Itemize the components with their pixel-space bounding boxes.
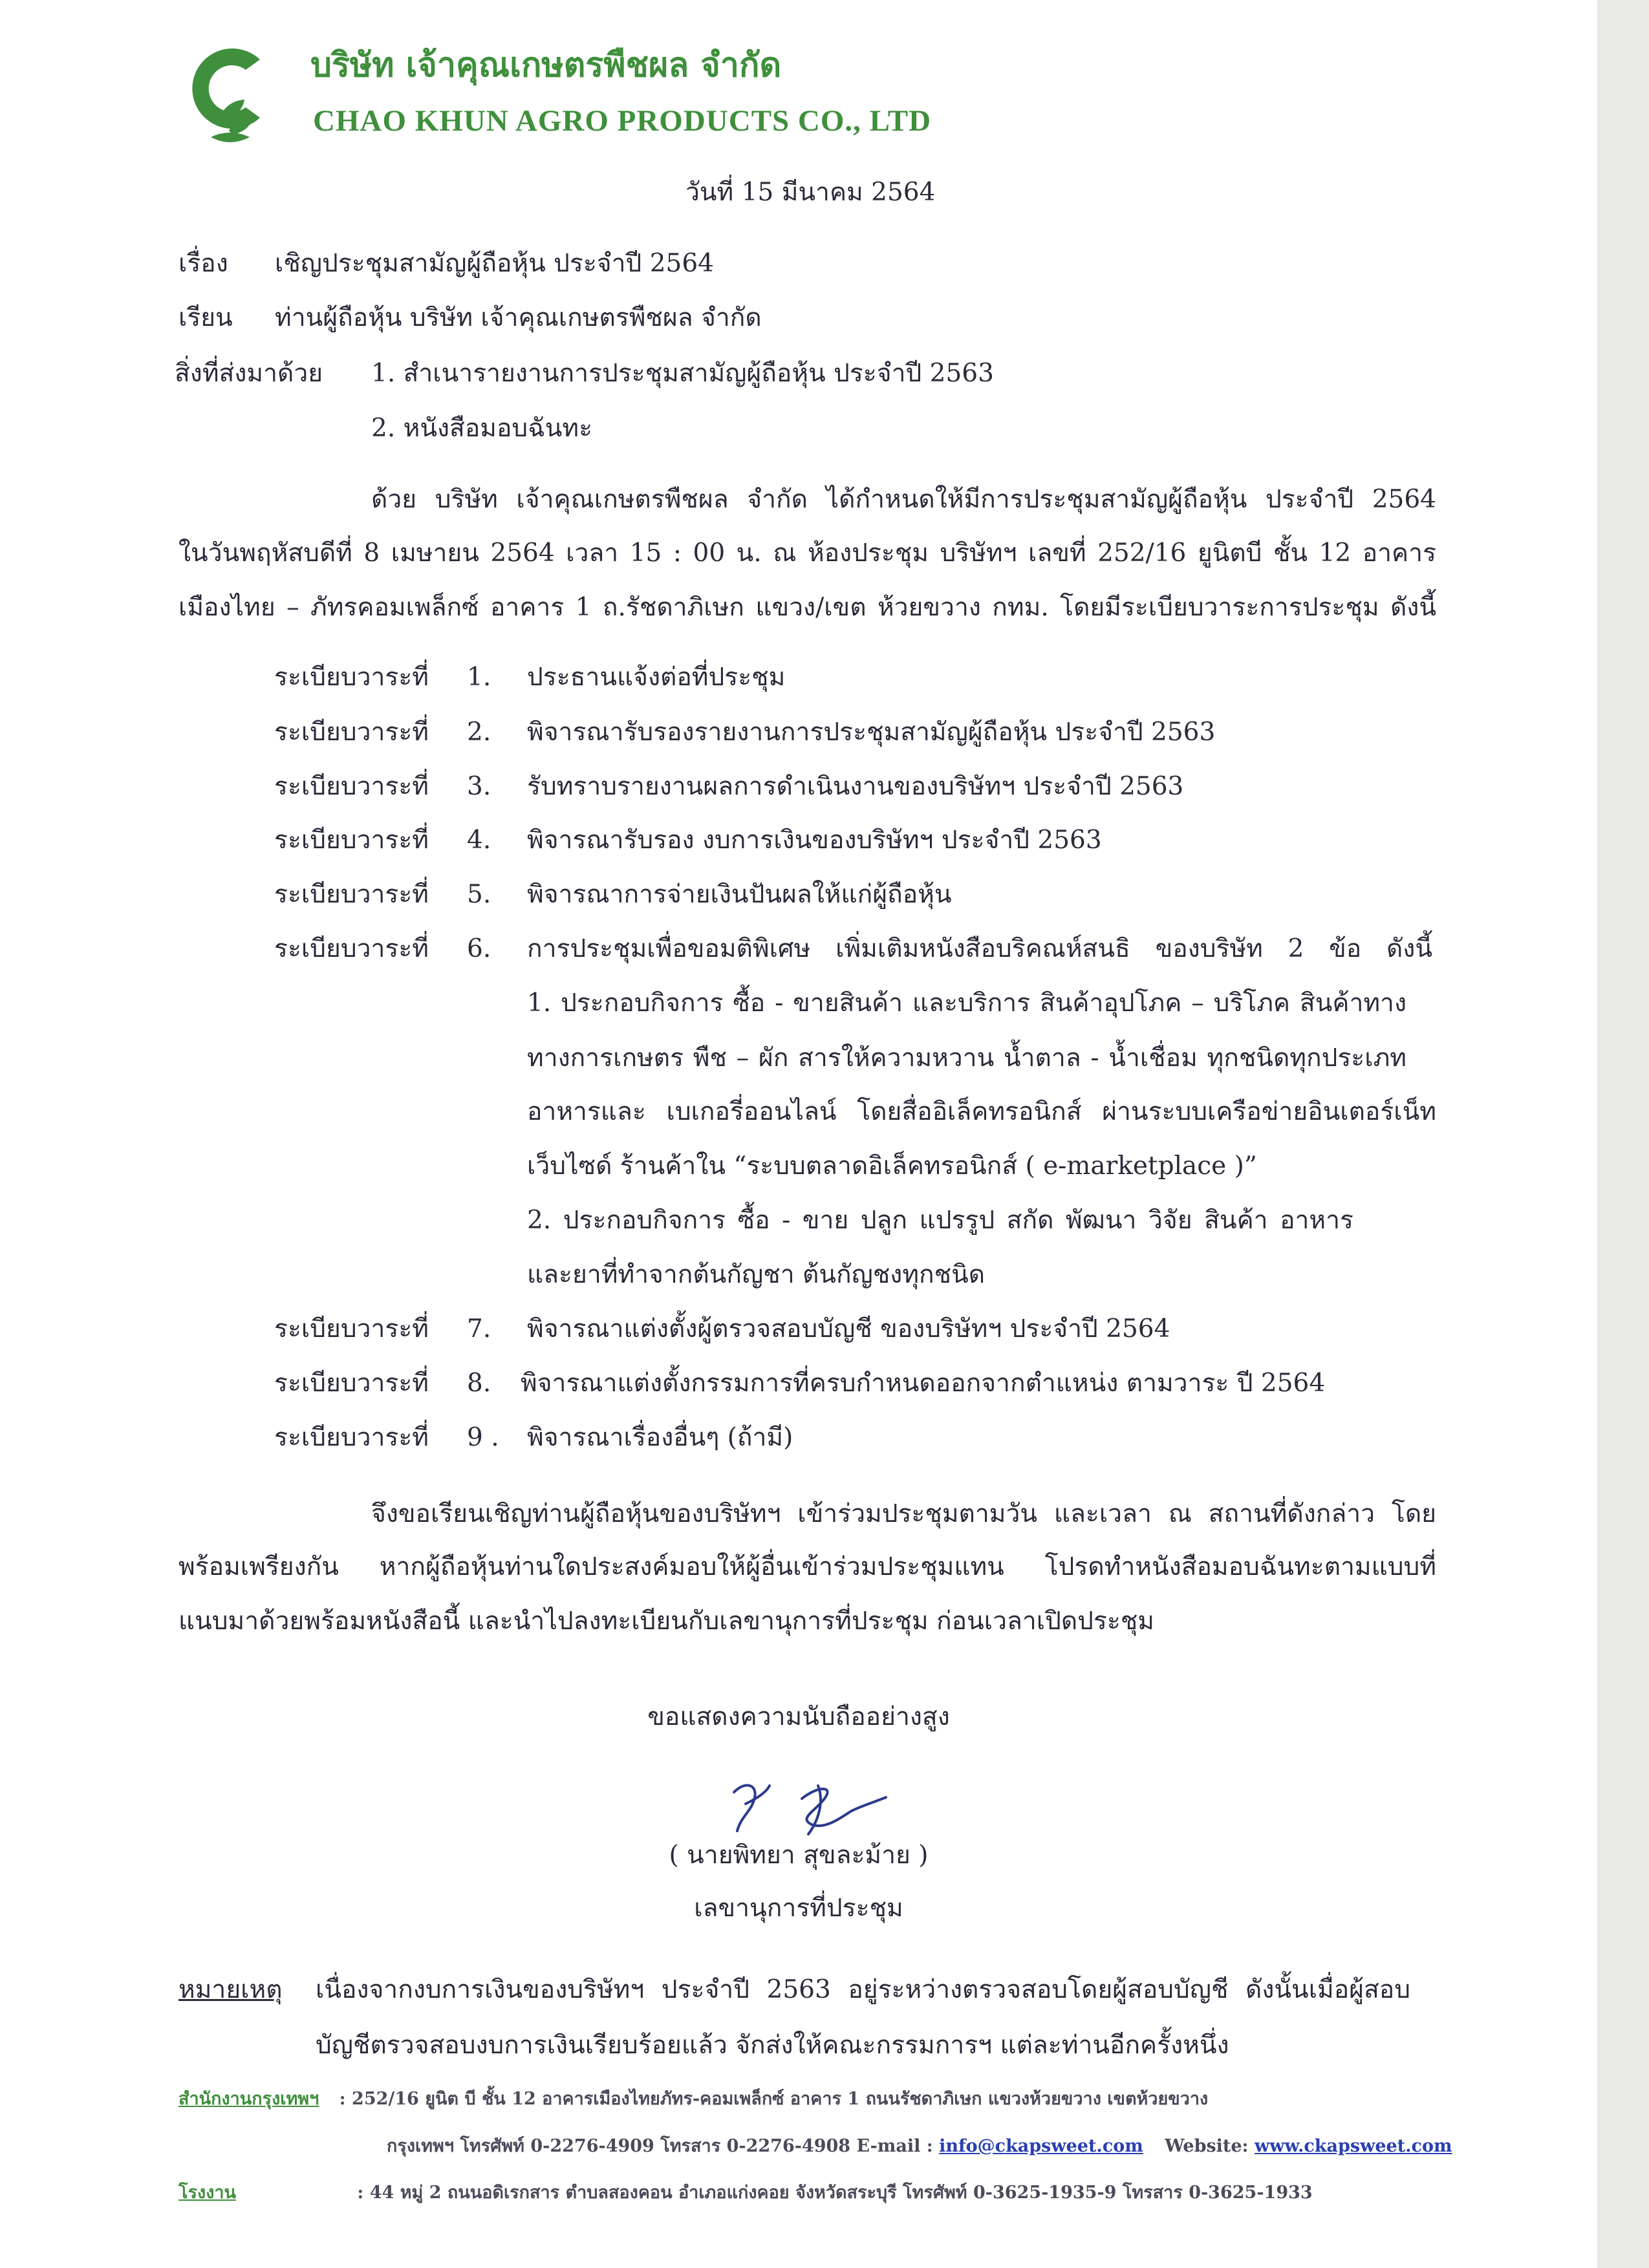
footer-website-label: Website: <box>1165 2136 1249 2156</box>
agenda-label: ระเบียบวาระที่ <box>274 880 429 909</box>
enclosures-label: สิ่งที่ส่งมาด้วย <box>175 359 323 388</box>
note-label: หมายเหตุ <box>178 1975 283 2004</box>
subject-label: เรื่อง <box>178 249 228 278</box>
agenda-label: ระเบียบวาระที่ <box>274 1314 429 1343</box>
footer-email-link[interactable]: info@ckapsweet.com <box>939 2136 1143 2156</box>
agenda-subitem-line: 2. ประกอบกิจการ ซื้อ - ขาย ปลูก แปรรูป สกัด พัฒนา วิจัย สินค้า อาหาร <box>527 1206 1353 1235</box>
agenda-text: รับทราบรายงานผลการดำเนินงานของบริษัทฯ ประจำปี 2563 <box>527 772 1184 801</box>
agenda-number: 6. <box>467 934 491 963</box>
note-line-1: เนื่องจากงบการเงินของบริษัทฯ ประจำปี 2563 อยู่ระหว่างตรวจสอบโดยผู้สอบบัญชี ดังนั้นเมื่อผู้สอบ <box>316 1975 1410 2004</box>
enclosure-item: 1. สำเนารายงานการประชุมสามัญผู้ถือหุ้น ประจำปี 2563 <box>371 359 994 388</box>
agenda-subitem-line: และยาที่ทำจากต้นกัญชา ต้นกัญชงทุกชนิด <box>527 1260 986 1289</box>
intro-line-1: ด้วย บริษัท เจ้าคุณเกษตรพืชผล จำกัด ได้กำหนดให้มีการประชุมสามัญผู้ถือหุ้น ประจำปี 2564 <box>371 485 1436 514</box>
company-name-thai: บริษัท เจ้าคุณเกษตรพืชผล จำกัด <box>310 45 782 85</box>
agenda-text: พิจารณารับรองรายงานการประชุมสามัญผู้ถือหุ้น ประจำปี 2563 <box>527 718 1216 747</box>
note-line-2: บัญชีตรวจสอบงบการเงินเรียบร้อยแล้ว จักส่งให้คณะกรรมการฯ แต่ละท่านอีกครั้งหนึ่ง <box>316 2031 1229 2060</box>
agenda-text: ประธานแจ้งต่อที่ประชุม <box>527 663 786 692</box>
invitation-line-1: จึงขอเรียนเชิญท่านผู้ถือหุ้นของบริษัทฯ เข้าร่วมประชุมตามวัน และเวลา ณ สถานที่ดังกล่าว โดย <box>371 1499 1436 1528</box>
agenda-subitem-line: ทางการเกษตร พืช – ผัก สารให้ความหวาน น้ำตาล - น้ำเชื่อม ทุกชนิดทุกประเภท <box>527 1043 1406 1073</box>
invitation-line-3: แนบมาด้วยพร้อมหนังสือนี้ และนำไปลงทะเบียนกับเลขานุการที่ประชุม ก่อนเวลาเปิดประชุม <box>178 1607 1155 1636</box>
agenda-number: 7. <box>467 1314 491 1343</box>
agenda-subitem-line: 1. ประกอบกิจการ ซื้อ - ขายสินค้า และบริการ สินค้าอุปโภค – บริโภค สินค้าทาง <box>527 989 1406 1018</box>
agenda-number: 5. <box>467 880 491 909</box>
footer-office-address: : 252/16 ยูนิต บี ชั้น 12 อาคารเมืองไทยภัทร-คอมเพล็กซ์ อาคาร 1 ถนนรัชดาภิเษก แขวงห้วยขวาง เขตห้วยขวาง <box>339 2089 1209 2109</box>
footer-office-label: สำนักงานกรุงเทพฯ <box>178 2089 319 2109</box>
agenda-number: 9 . <box>467 1423 499 1452</box>
agenda-number: 1. <box>467 663 491 692</box>
agenda-text: พิจารณาแต่งตั้งผู้ตรวจสอบบัญชี ของบริษัทฯ ประจำปี 2564 <box>527 1314 1170 1343</box>
footer-factory-address: : 44 หมู่ 2 ถนนอดิเรกสาร ตำบลสองคอน อำเภอแก่งคอย จังหวัดสระบุรี โทรศัพท์ 0-3625-1935-9 โทรสาร 0-3625-1933 <box>357 2183 1313 2203</box>
agenda-label: ระเบียบวาระที่ <box>274 718 429 747</box>
footer-factory-row <box>178 2178 1313 2206</box>
agenda-number: 2. <box>467 718 491 747</box>
footer-website-link[interactable]: www.ckapsweet.com <box>1254 2136 1452 2156</box>
agenda-subitem-line: อาหารและ เบเกอรี่ออนไลน์ โดยสื่ออิเล็คทรอนิกส์ ผ่านระบบเครือข่ายอินเตอร์เน็ท <box>527 1097 1436 1126</box>
agenda-text: พิจารณาเรื่องอื่นๆ (ถ้ามี) <box>527 1423 793 1452</box>
footer-factory-label: โรงงาน <box>178 2183 236 2203</box>
footer-office-contact: กรุงเทพฯ โทรศัพท์ 0-2276-4909 โทรสาร 0-2276-4908 E-mail : <box>387 2136 933 2156</box>
signatory-title: เลขานุการที่ประชุม <box>694 1894 903 1923</box>
recipient-text: ท่านผู้ถือหุ้น บริษัท เจ้าคุณเกษตรพืชผล จำกัด <box>275 303 762 332</box>
agenda-label: ระเบียบวาระที่ <box>274 1423 429 1452</box>
agenda-number: 3. <box>467 772 491 801</box>
signatory-name: ( นายพิทยา สุขละม้าย ) <box>669 1841 929 1870</box>
agenda-text: พิจารณาแต่งตั้งกรรมการที่ครบกำหนดออกจากตำแหน่ง ตามวาระ ปี 2564 <box>521 1369 1326 1398</box>
footer-contact-row <box>387 2132 1452 2159</box>
ck-leaf-logo-icon <box>182 40 286 150</box>
page-edge-shadow <box>1597 0 1649 2268</box>
company-name-english: CHAO KHUN AGRO PRODUCTS CO., LTD <box>313 104 932 138</box>
intro-line-3: เมืองไทย – ภัทรคอมเพล็กซ์ อาคาร 1 ถ.รัชดาภิเษก แขวง/เขต ห้วยขวาง กทม. โดยมีระเบียบวาระการประชุม ดังนี้ <box>178 593 1436 622</box>
intro-line-2: ในวันพฤหัสบดีที่ 8 เมษายน 2564 เวลา 15 : 00 น. ณ ห้องประชุม บริษัทฯ เลขที่ 252/16 ยูนิตบี ชั้น 12 อาคาร <box>178 539 1436 568</box>
letter-date: วันที่ 15 มีนาคม 2564 <box>685 178 936 207</box>
footer-office-row <box>178 2084 1208 2112</box>
agenda-text: พิจารณาการจ่ายเงินปันผลให้แก่ผู้ถือหุ้น <box>527 880 952 909</box>
agenda-text: พิจารณารับรอง งบการเงินของบริษัทฯ ประจำปี 2563 <box>527 826 1102 855</box>
agenda-label: ระเบียบวาระที่ <box>274 663 429 692</box>
agenda-label: ระเบียบวาระที่ <box>274 1369 429 1398</box>
subject-text: เชิญประชุมสามัญผู้ถือหุ้น ประจำปี 2564 <box>275 249 714 278</box>
agenda-label: ระเบียบวาระที่ <box>274 934 429 963</box>
agenda-number: 8. <box>467 1369 491 1398</box>
invitation-line-2: พร้อมเพรียงกัน หากผู้ถือหุ้นท่านใดประสงค์มอบให้ผู้อื่นเข้าร่วมประชุมแทน โปรดทำหนังสือมอบฉันทะตามแบบที่ <box>178 1552 1436 1581</box>
recipient-label: เรียน <box>178 303 233 332</box>
signature-mark <box>721 1773 902 1844</box>
agenda-label: ระเบียบวาระที่ <box>274 772 429 801</box>
agenda-subitem-line: เว็บไซด์ ร้านค้าใน “ระบบตลาดอิเล็คทรอนิกส์ ( e-marketplace )” <box>527 1151 1257 1181</box>
closing-text: ขอแสดงความนับถืออย่างสูง <box>647 1702 950 1731</box>
agenda-text: การประชุมเพื่อขอมติพิเศษ เพิ่มเติมหนังสือบริคณห์สนธิ ของบริษัท 2 ข้อ ดังนี้ <box>527 934 1432 963</box>
agenda-number: 4. <box>467 826 491 855</box>
agenda-label: ระเบียบวาระที่ <box>274 826 429 855</box>
enclosure-item: 2. หนังสือมอบฉันทะ <box>371 414 593 443</box>
